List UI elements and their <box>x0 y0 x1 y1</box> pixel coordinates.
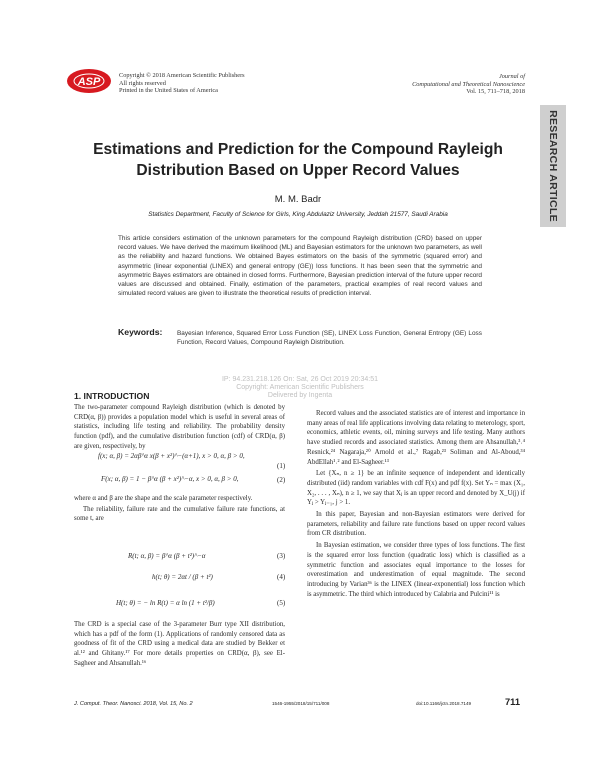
burr-paragraph <box>74 620 285 669</box>
asp-logo-text: ASP <box>77 76 101 88</box>
journal-name: Computational and Theoretical Nanoscience <box>412 80 525 88</box>
equation-3: R(t; α, β) = β^α (β + t²)^−α <box>128 552 206 560</box>
equation-number: (5) <box>277 599 286 607</box>
paragraph: The two-parameter compound Rayleigh distribution (which is denoted by CRD(α, β)) provides a population model which is useful in several areas of statistics, including life testing and reliability. The probability density function (pdf), and the cumulative distribution function (cdf) of CRD(α, β) are given, respectively, by <box>74 404 285 450</box>
article-type-label: RESEARCH ARTICLE <box>547 110 559 222</box>
page-number: 711 <box>505 697 520 707</box>
keywords-label: Keywords: <box>118 327 163 337</box>
keywords: Bayesian Inference, Squared Error Loss Function (SE), LINEX Loss Function, General Entropy (GE) Loss Function, Record Values, Compound Rayleigh Distribution. <box>177 330 482 347</box>
copyright-notice <box>119 72 245 95</box>
equation-number: (1) <box>277 462 286 470</box>
parameter-note <box>74 494 285 524</box>
footer-citation: J. Comput. Theor. Nanosci. 2018, Vol. 15, No. 2 <box>74 701 193 707</box>
copyright-line: All rights reserved <box>119 79 166 87</box>
paragraph: In this paper, Bayesian and non-Bayesian estimators were derived for parameters, reliability and failure rate functions based on upper record values from CR distribution. <box>307 511 525 538</box>
journal-info <box>412 73 525 96</box>
equation-number: (2) <box>277 476 286 484</box>
equation-number: (3) <box>277 552 286 560</box>
intro-paragraph <box>74 403 285 452</box>
paragraph: where α and β are the shape and the scale parameter respectively. <box>74 495 253 502</box>
section-heading: 1. INTRODUCTION <box>74 391 150 401</box>
journal-volume: Vol. 15, 711–718, 2018 <box>466 88 525 96</box>
paragraph: The CRD is a special case of the 3-parameter Burr type XII distribution, which has a pdf of the form (1). Applications of randomly censored data as goodness of fit of the CRD using a medical data are studied by Bekker et al.¹² and Ghitany.¹⁷ For more details properties on CRD(α, β), see El-Sagheer and Ahsanullah.¹⁶ <box>74 621 285 667</box>
watermark-line: IP: 94.231.218.126 On: Sat, 26 Oct 2019 20:34:51 <box>221 376 379 383</box>
journal-line: Journal of <box>498 73 525 80</box>
title-line: Distribution Based on Upper Record Values <box>136 162 460 179</box>
equation-5: H(t; θ) = − ln R(t) = α ln (1 + t²/β) <box>116 599 215 607</box>
watermark-line: Copyright: American Scientific Publishers <box>236 384 364 391</box>
right-column <box>307 389 525 599</box>
equation-1: f(x; α, β) = 2αβ^α x(β + x²)^−(α+1), x > 0, α, β > 0, <box>98 452 245 460</box>
paragraph: In Bayesian estimation, we consider three types of loss functions. The first is the squared error loss function (quadratic loss) which is classified as a symmetric function and associates equal importance to the losses for overestimation and underestimation of equal magnitude. The second introducing by Varian³⁶ is the LINEX (linear-exponential) loss function which is asymmetric. The third which introduced by Calabria and Pulcini¹¹ is <box>307 542 525 598</box>
author-name: M. M. Badr <box>274 194 322 205</box>
watermark-line: Delivered by Ingenta <box>267 392 333 399</box>
asp-logo <box>66 68 112 94</box>
footer-doi: doi:10.1166/jctn.2018.7149 <box>416 701 472 706</box>
equation-number: (4) <box>277 573 286 581</box>
paragraph: The reliability, failure rate and the cumulative failure rate functions, at some t, are <box>74 505 285 523</box>
title-line: Estimations and Prediction for the Compound Rayleigh <box>93 141 503 158</box>
paragraph: Record values and the associated statistics are of interest and importance in many areas of real life applications involving data relating to meterology, sport, economics, athletic events, oil, mining surveys and life testing. Many authors have studied records and associated statistics. Among them are Ahsanullah,³˒⁴ Resnick,²⁴ Nagaraja,²⁰ Arnold et al.,⁷ Ragab,²³ Soliman and Al-Aboud,³⁴ AbdEllah¹˒² and El-Sagheer.¹³ <box>307 410 525 466</box>
article-type-tab <box>540 105 566 227</box>
paragraph: Let {Xₙ, n ≥ 1} be an infinite sequence of independent and identically distributed (iid) random variables with cdf F(x) and pdf f(x). Set Yₙ = max (X₁, X₂, . . . , Xₙ), n ≥ 1, we say that Xⱼ is an upper record and denoted by X_U(j) if Yⱼ > Yⱼ₋₁, j > 1. <box>307 470 525 507</box>
article-title <box>60 139 536 181</box>
copyright-line: Printed in the United States of America <box>119 87 218 95</box>
author-affiliation: Statistics Department, Faculty of Science for Girls, King Abdulaziz University, Jeddah 21577, Saudi Arabia <box>148 211 448 218</box>
equation-2: F(x; α, β) = 1 − β^α (β + x²)^−α, x > 0, α, β > 0, <box>101 475 239 483</box>
abstract: This article considers estimation of the unknown parameters for the compound Rayleigh distribution (CRD) based on upper record values. We have derived the maximum likelihood (ML) and Bayesian estimators for the unknown two parameters, as well as the reliability and hazard functions. We obtained Bayes estimators on the basis of the symmetric (squared error) and asymmetric (linear exponential (LINEX) and general entropy (GE)) loss functions. It has been seen that the symmetric and asymmetric Bayes estimators are obtained in closed forms. Furthermore, Bayesian prediction interval of the future upper record values are discussed and obtained. Finally, estimation of the parameters, practical examples of real record values and simulated record values are given to illustrate the theoretical results of prediction interval. <box>118 235 482 298</box>
copyright-line: Copyright © 2018 American Scientific Publishers <box>119 72 245 79</box>
footer-issn: 1546-1955/2018/15/711/008 <box>272 701 330 706</box>
equation-4: h(t; θ) = 2αt / (β + t²) <box>152 573 213 581</box>
